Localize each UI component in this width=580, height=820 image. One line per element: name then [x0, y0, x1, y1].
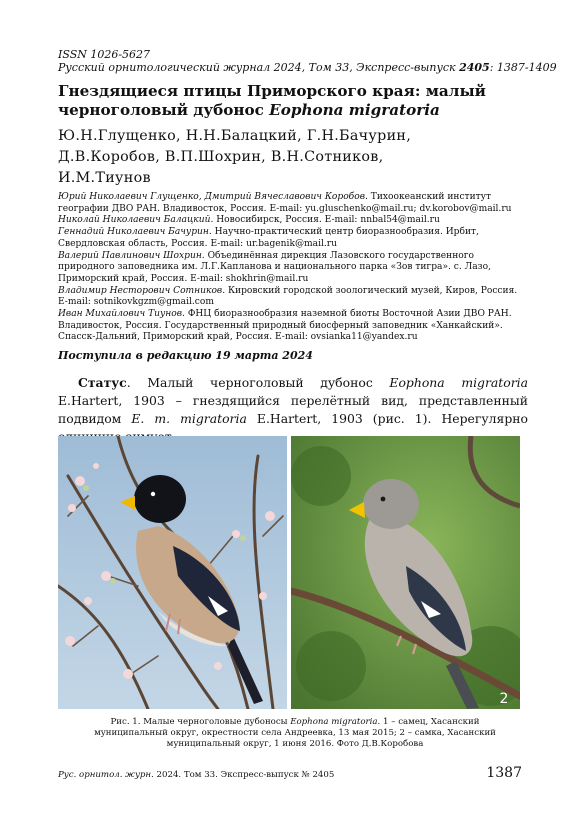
authors-line1: Ю.Н.Глущенко, Н.Н.Балацкий, Г.Н.Бачурин, [58, 128, 412, 144]
authors [58, 126, 528, 189]
affiliation-name: Юрий Николаевич Глущенко, Дмитрий Вячеславович Коробов. [58, 192, 368, 202]
affiliation [58, 192, 528, 215]
affiliation [58, 286, 528, 309]
female-grosbeak-image [291, 436, 520, 709]
received-date: Поступила в редакцию 19 марта 2024 [58, 349, 313, 362]
affiliation-name: Николай Николаевич Балацкий. [58, 215, 214, 226]
affiliation-name: Валерий Павлинович Шохрин. [58, 250, 205, 261]
journal-prefix: Русский орнитологический журнал 2024, Том 33, Экспресс-выпуск [58, 61, 460, 74]
subspecies-name: E. m. migratoria [131, 411, 247, 426]
affiliation-text: Объединённая дирекция Лазовского государственного природного заповедника им. Л.Г.Капланова и национального парка «Зов тигра». с. Лазо, Приморский край, Россия. E-mail: shokhrin@mail.ru [58, 250, 491, 284]
footer-issue: 2024. Том 33. Экспресс-выпуск № 2405 [153, 770, 335, 780]
affiliation [58, 227, 528, 250]
affiliation-text: ФНЦ биоразнообразия наземной биоты Восточной Азии ДВО РАН. Владивосток, Россия. Государственный природный биосферный заповедник «Ханкайский». Спасск-Дальний, Приморский край, Россия. E-mail: ovsianka11@yandex.ru [58, 309, 512, 343]
photo-male [58, 436, 287, 709]
affiliation-name: Иван Михайлович Тиунов. [58, 309, 185, 320]
authors-line2: Д.В.Коробов, В.П.Шохрин, В.Н.Сотников, [58, 149, 384, 165]
journal-line [58, 61, 557, 74]
photo-female [291, 436, 520, 709]
affiliation-text: Новосибирск, Россия. E-mail: nnbal54@mail.ru [213, 215, 440, 226]
affiliation-text: Кировский городской зоологический музей, Киров, Россия. E-mail: sotnikovkgzm@gmail.com [58, 285, 518, 308]
status-text: . Малый черноголовый дубонос [126, 375, 390, 390]
issn: ISSN 1026-5627 [58, 48, 151, 61]
species-name: Eophona migratoria [389, 375, 528, 390]
status-text: E.Hartert, 1903 – гнездящийся перелётный вид, представленный подвидом [58, 393, 528, 426]
affiliation-name: Владимир Несторович Сотников. [58, 285, 226, 296]
affiliation [58, 309, 528, 344]
photo-number: 2 [499, 691, 509, 707]
journal-pages: : 1387-1409 [489, 61, 557, 74]
footer-journal: Рус. орнитол. журн. [58, 770, 154, 780]
figure-caption [80, 717, 510, 750]
caption-text: . 1 – самец, Хасанский муниципальный округ, окрестности села Андреевка, 13 мая 2015; 2 – самка, Хасанский муниципальный округ, 1 июня 2016. Фото Д.В.Коробова [94, 717, 496, 749]
caption-prefix: Рис. 1. Малые черноголовые дубоносы [110, 717, 291, 727]
title-species: Eophona migratoria [269, 101, 440, 119]
affiliation-text: Тихоокеанский институт географии ДВО РАН. Владивосток, Россия. E-mail: yu.gluschenko@mail.ru; dv.korobov@mail.ru [58, 192, 512, 214]
status-text: E.Hartert, 1903 (рис. 1). Нерегулярно [256, 411, 529, 426]
title-line2: черноголовый дубонос [58, 101, 270, 119]
journal-issue: 2405 [459, 61, 490, 74]
affiliation [58, 251, 528, 286]
article-title [58, 82, 528, 120]
affiliation [58, 215, 528, 227]
footer-citation [58, 770, 334, 780]
authors-line3: И.М.Тиунов [58, 170, 151, 186]
caption-species: Eophona migratoria [290, 717, 378, 727]
affiliation-name: Геннадий Николаевич Бачурин. [58, 227, 212, 238]
title-line1: Гнездящиеся птицы Приморского края: малый [58, 82, 486, 100]
male-grosbeak-image [58, 436, 287, 709]
affiliation-text: Научно-практический центр биоразнообразия. Ирбит, Свердловская область, Россия. E-mail: ur.bagenik@mail.ru [58, 227, 479, 249]
page-number: 1387 [486, 765, 522, 781]
affiliations [58, 192, 528, 344]
status-label: Статус [78, 375, 127, 390]
